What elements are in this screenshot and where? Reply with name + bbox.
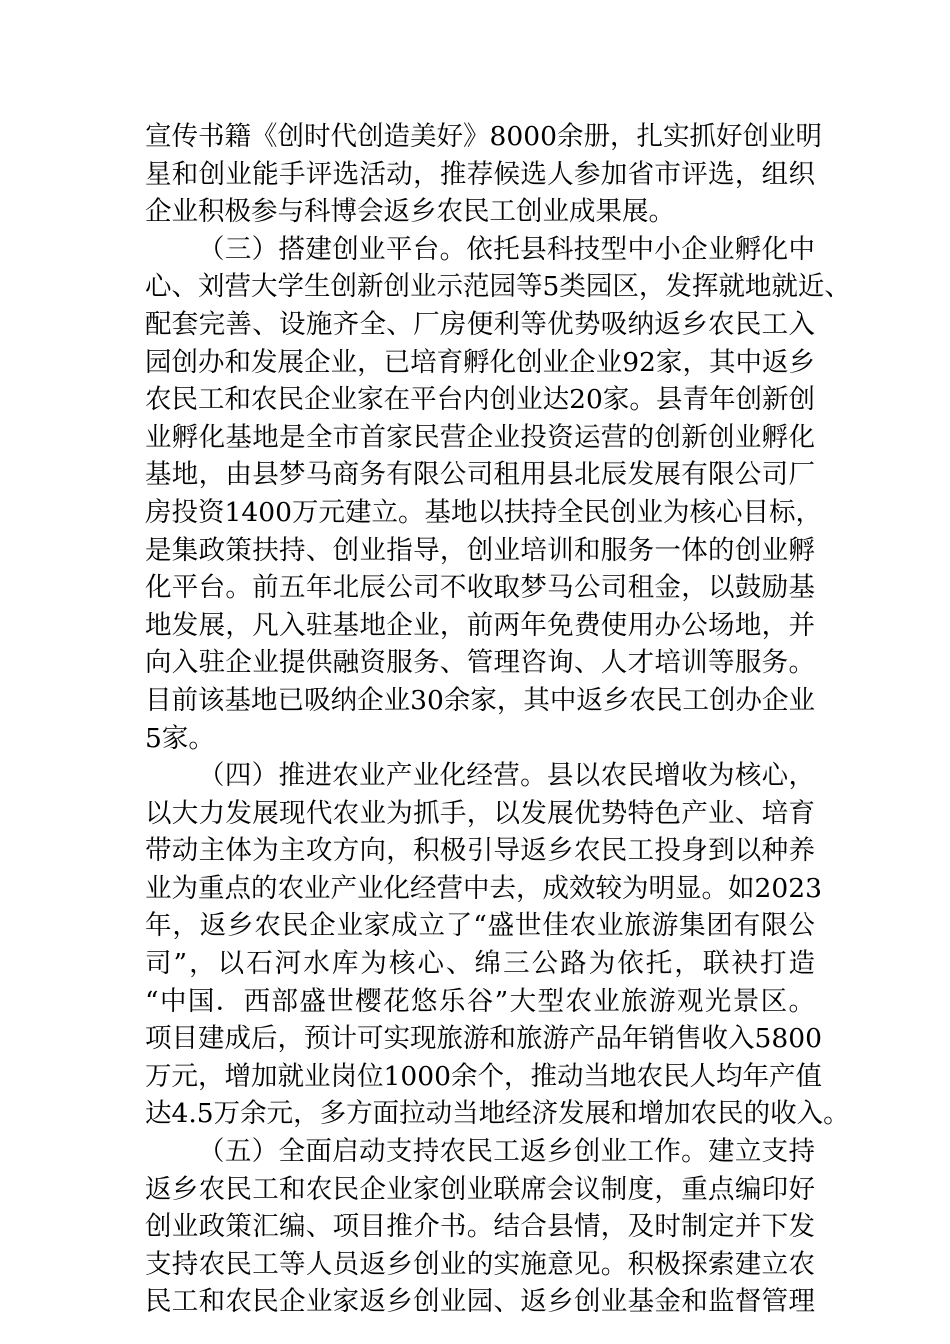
- text-line: 业孵化基地是全市首家民营企业投资运营的创新创业孵化: [145, 421, 815, 453]
- text-line: 园创办和发展企业，已培育孵化创业企业92家，其中返乡: [145, 346, 815, 378]
- text-line: 向入驻企业提供融资服务、管理咨询、人才培训等服务。: [145, 647, 815, 679]
- text-line: “中国．西部盛世樱花悠乐谷”大型农业旅游观光景区。: [145, 985, 815, 1017]
- document-page: [145, 118, 851, 1321]
- text-line: 化平台。前五年北辰公司不收取梦马公司租金，以鼓励基: [145, 572, 815, 604]
- text-line: 以大力发展现代农业为抓手，以发展优势特色产业、培育: [145, 797, 815, 829]
- text-line: 业为重点的农业产业化经营中去，成效较为明显。如2023: [145, 872, 822, 904]
- text-line: 达4.5万余元，多方面拉动当地经济发展和增加农民的收入。: [145, 1098, 850, 1130]
- text-line: （五）全面启动支持农民工返乡创业工作。建立支持: [198, 1136, 815, 1168]
- text-line: 房投资1400万元建立。基地以扶持全民创业为核心目标，: [145, 496, 822, 528]
- text-line: 带动主体为主攻方向，积极引导返乡农民工投身到以种养: [145, 835, 815, 867]
- paragraph-return-entrepreneurship: [145, 1133, 815, 1321]
- text-line: 万元，增加就业岗位1000余个，推动当地农民人均年产值: [145, 1060, 822, 1092]
- paragraph-build-platform: [145, 231, 851, 757]
- text-line: 返乡农民工和农民企业家创业联席会议制度，重点编印好: [145, 1173, 815, 1205]
- text-line: 配套完善、设施齐全、厂房便利等优势吸纳返乡农民工入: [145, 308, 815, 340]
- text-line: 心、刘营大学生创新创业示范园等5类园区，发挥就地就近、: [145, 271, 851, 303]
- text-line: 创业政策汇编、项目推介书。结合县情，及时制定并下发: [145, 1211, 815, 1243]
- text-line: 民工和农民企业家返乡创业园、返乡创业基金和监督管理: [145, 1286, 815, 1318]
- text-line: 5家。: [145, 722, 215, 754]
- text-line: 年，返乡农民企业家成立了“盛世佳农业旅游集团有限公: [145, 910, 815, 942]
- text-line: 企业积极参与科博会返乡农民工创业成果展。: [145, 196, 675, 228]
- text-line: 基地，由县梦马商务有限公司租用县北辰发展有限公司厂: [145, 459, 815, 491]
- text-line: 项目建成后，预计可实现旅游和旅游产品年销售收入5800: [145, 1023, 822, 1055]
- text-line: 目前该基地已吸纳企业30余家，其中返乡农民工创办企业: [145, 684, 815, 716]
- text-line: （四）推进农业产业化经营。县以农民增收为核心，: [198, 760, 815, 792]
- text-line: 是集政策扶持、创业指导，创业培训和服务一体的创业孵: [145, 534, 815, 566]
- text-line: 宣传书籍《创时代创造美好》8000余册，扎实抓好创业明: [145, 121, 822, 152]
- text-line: 司”，以石河水库为核心、绵三公路为依托，联袂打造: [145, 948, 815, 980]
- paragraph-continued: [145, 118, 822, 231]
- text-line: （三）搭建创业平台。依托县科技型中小企业孵化中: [198, 233, 815, 265]
- text-line: 地发展，凡入驻基地企业，前两年免费使用办公场地，并: [145, 609, 815, 641]
- paragraph-agri-industrialization: [145, 757, 850, 1133]
- text-line: 星和创业能手评选活动，推荐候选人参加省市评选，组织: [145, 158, 815, 190]
- text-line: 农民工和农民企业家在平台内创业达20家。县青年创新创: [145, 384, 815, 416]
- text-line: 支持农民工等人员返乡创业的实施意见。积极探索建立农: [145, 1248, 815, 1280]
